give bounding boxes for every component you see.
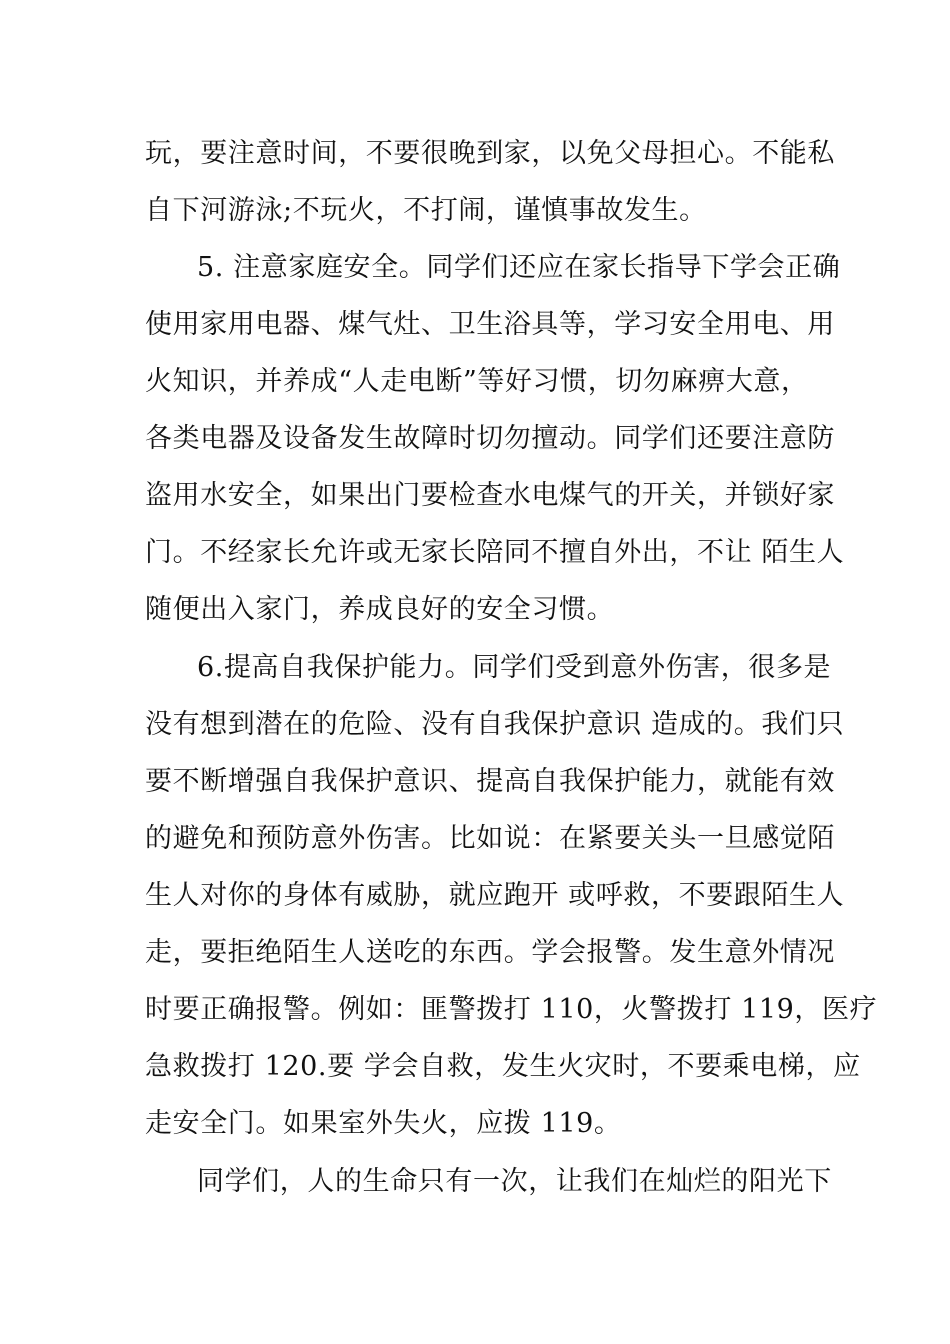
text-line: 走安全门。如果室外失火，应拨 119。	[145, 1108, 622, 1139]
text-line: 玩，要注意时间，不要很晚到家，以免父母担心。不能私	[145, 138, 835, 169]
text-line: 盗用水安全，如果出门要检查水电煤气的开关，并锁好家	[145, 480, 835, 511]
paragraph-item-5: 5. 注意家庭安全。同学们还应在家长指导下学会正确	[197, 252, 841, 283]
text-line: 使用家用电器、煤气灶、卫生浴具等，学习安全用电、用	[145, 309, 835, 340]
closing-paragraph: 同学们，人的生命只有一次，让我们在灿烂的阳光下	[197, 1166, 832, 1197]
text-line: 门。不经家长允许或无家长陪同不擅自外出，不让 陌生人	[145, 537, 845, 568]
text-line: 的避免和预防意外伤害。比如说：在紧要关头一旦感觉陌	[145, 823, 835, 854]
paragraph-item-6: 6.提高自我保护能力。同学们受到意外伤害，很多是	[197, 652, 832, 683]
text-line: 要不断增强自我保护意识、提高自我保护能力，就能有效	[145, 766, 835, 797]
text-line: 生人对你的身体有威胁，就应跑开 或呼救，不要跟陌生人	[145, 880, 845, 911]
text-line: 时要正确报警。例如：匪警拨打 110，火警拨打 119，医疗	[145, 994, 878, 1025]
text-line: 没有想到潜在的危险、没有自我保护意识 造成的。我们只	[145, 709, 845, 740]
text-line: 各类电器及设备发生故障时切勿擅动。同学们还要注意防	[145, 423, 835, 454]
text-line: 走，要拒绝陌生人送吃的东西。学会报警。发生意外情况	[145, 937, 835, 968]
text-line: 自下河游泳;不玩火，不打闹，谨慎事故发生。	[145, 195, 707, 226]
text-line: 火知识，并养成“人走电断”等好习惯，切勿麻痹大意，	[145, 366, 809, 397]
text-line: 随便出入家门，养成良好的安全习惯。	[145, 594, 615, 625]
text-line: 急救拨打 120.要 学会自救，发生火灾时，不要乘电梯，应	[145, 1051, 861, 1082]
